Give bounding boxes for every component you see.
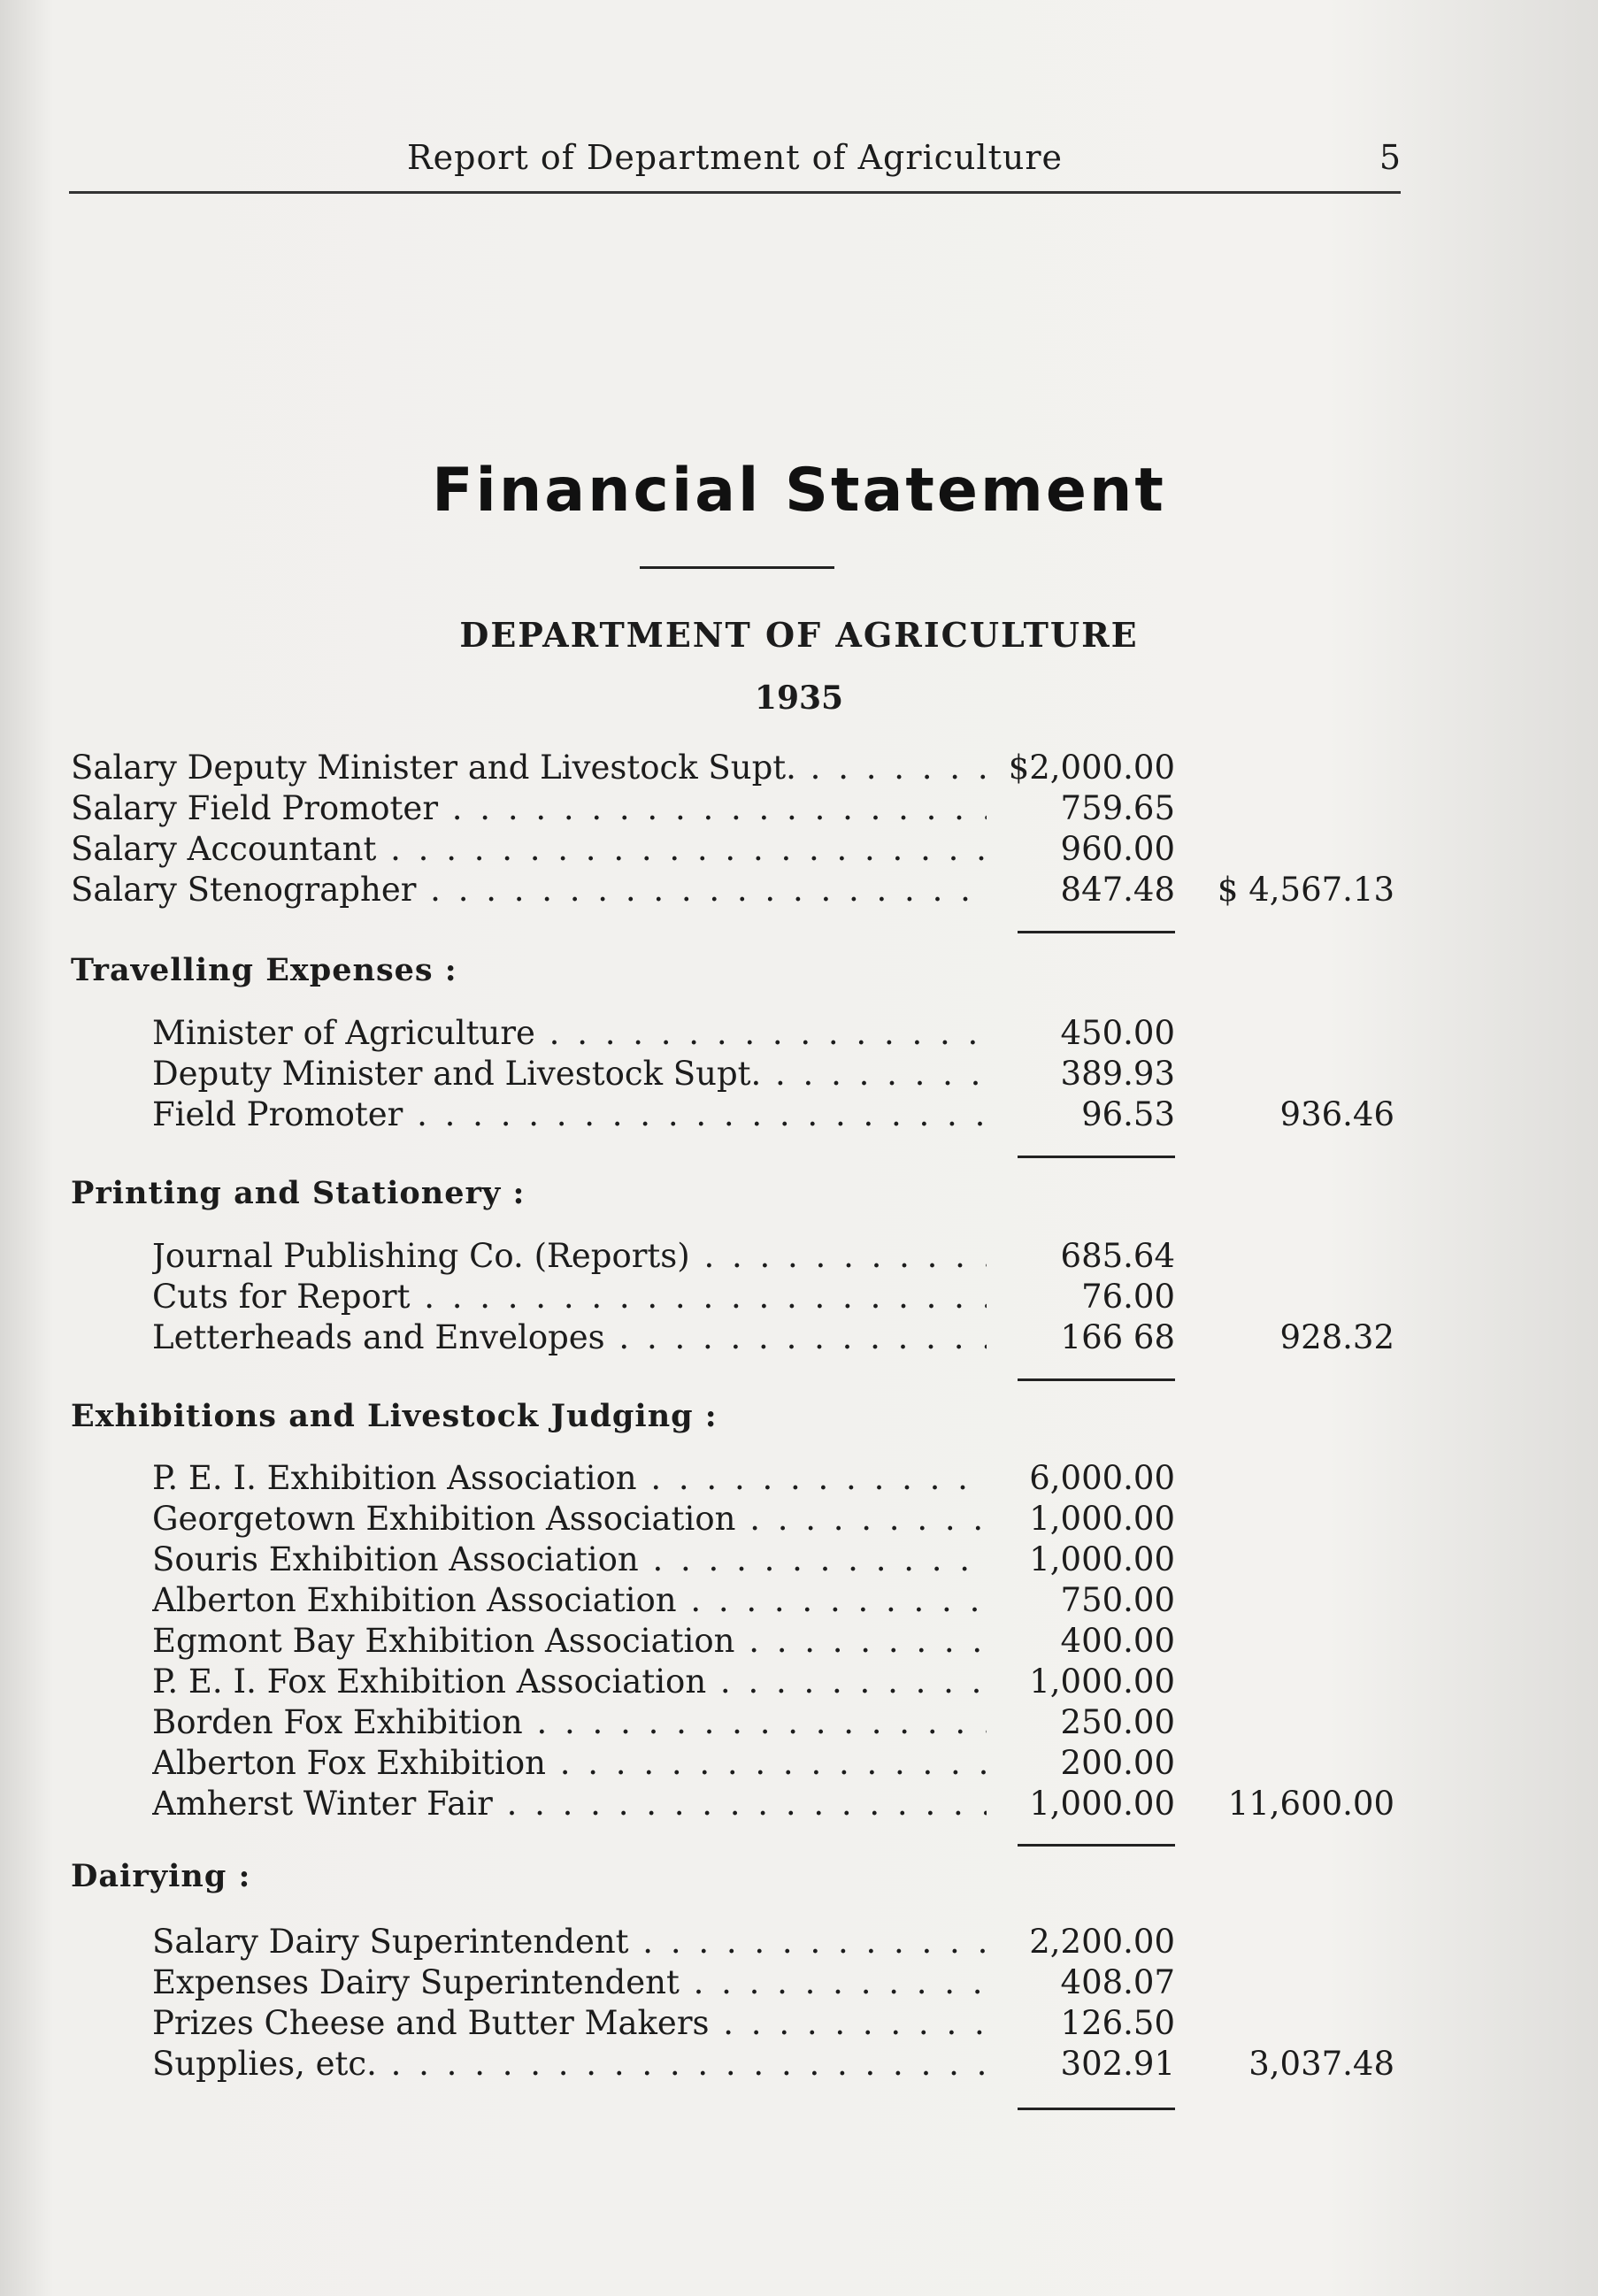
ledger-item-amount: 1,000.00 [1029, 1500, 1175, 1538]
ledger-section-total: 936.46 [1279, 1095, 1394, 1133]
department-heading: DEPARTMENT OF AGRICULTURE [459, 615, 1139, 655]
ledger-item-amount: 400.00 [1060, 1622, 1175, 1660]
ledger-item-label: Amherst Winter Fair . . . [152, 1784, 987, 1824]
ledger-row [0, 1621, 1598, 1662]
ledger-item-amount: 389.93 [1060, 1055, 1175, 1093]
ledger-item-label: P. E. I. Exhibition Association . . . [152, 1458, 987, 1499]
ledger-row [0, 1702, 1598, 1743]
ledger-item-amount: 6,000.00 [1029, 1459, 1175, 1497]
subtotal-rule [1018, 1156, 1175, 1158]
title-divider [640, 566, 834, 569]
running-title: Report of Department of Agriculture [407, 138, 1063, 177]
page-title: Financial Statement [432, 456, 1166, 526]
ledger-item-amount: 1,000.00 [1029, 1540, 1175, 1578]
ledger-row [0, 1094, 1598, 1135]
ledger-item-label: Minister of Agriculture . . . [152, 1013, 987, 1054]
ledger-section-total: $ 4,567.13 [1217, 871, 1394, 909]
ledger-item-label: Salary Deputy Minister and Livestock Supt. . . . [71, 748, 987, 788]
ledger-item-amount: 1,000.00 [1029, 1785, 1175, 1823]
ledger-item-amount: 96.53 [1081, 1095, 1175, 1133]
ledger-item-amount: 750.00 [1060, 1581, 1175, 1619]
ledger-item-label: Supplies, etc. . . . [152, 2044, 987, 2085]
ledger-item-amount: 847.48 [1060, 871, 1175, 909]
ledger-item-amount: 302.91 [1060, 2045, 1175, 2083]
ledger-section-total: 11,600.00 [1227, 1785, 1394, 1823]
running-header [69, 133, 1401, 194]
subtotal-rule [1018, 931, 1175, 933]
subtotal-rule [1018, 2108, 1175, 2110]
ledger-item-label: Alberton Fox Exhibition . . . [152, 1743, 987, 1784]
ledger-item-amount: 960.00 [1060, 830, 1175, 868]
ledger-item-amount: 450.00 [1060, 1014, 1175, 1052]
ledger-item-amount: 166 68 [1060, 1318, 1175, 1356]
section-heading: Exhibitions and Livestock Judging : [71, 1398, 718, 1434]
ledger-row [0, 829, 1598, 870]
ledger-row [0, 1236, 1598, 1277]
ledger-section-total: 928.32 [1279, 1318, 1394, 1356]
ledger-row [0, 1499, 1598, 1540]
ledger-row [0, 1743, 1598, 1784]
ledger-item-amount: 250.00 [1060, 1703, 1175, 1741]
ledger-item-amount: $2,000.00 [1008, 749, 1175, 787]
ledger-row [0, 870, 1598, 910]
subtotal-rule [1018, 1844, 1175, 1847]
ledger-item-label: Prizes Cheese and Butter Makers . . . [152, 2003, 987, 2044]
ledger-row [0, 748, 1598, 788]
ledger-item-label: P. E. I. Fox Exhibition Association . . . [152, 1662, 987, 1702]
section-heading: Dairying : [71, 1858, 251, 1894]
ledger-item-label: Georgetown Exhibition Association . . . [152, 1499, 987, 1540]
ledger-row [0, 1962, 1598, 2003]
ledger-item-label: Egmont Bay Exhibition Association . . . [152, 1621, 987, 1662]
ledger-item-label: Journal Publishing Co. (Reports) . . . [152, 1236, 987, 1277]
ledger-item-label: Cuts for Report . . . [152, 1277, 987, 1317]
ledger-item-amount: 2,200.00 [1029, 1923, 1175, 1961]
ledger-item-label: Field Promoter . . . [152, 1094, 987, 1135]
ledger-row [0, 2044, 1598, 2085]
ledger-row [0, 1662, 1598, 1702]
ledger-item-amount: 1,000.00 [1029, 1662, 1175, 1701]
section-heading: Travelling Expenses : [71, 952, 457, 988]
ledger-item-amount: 759.65 [1060, 789, 1175, 827]
ledger-row [0, 1317, 1598, 1358]
ledger-row [0, 1922, 1598, 1962]
ledger-row [0, 788, 1598, 829]
ledger-row [0, 1054, 1598, 1094]
ledger-item-label: Salary Dairy Superintendent . . . [152, 1922, 987, 1962]
ledger-item-label: Salary Accountant . . . [71, 829, 987, 870]
ledger-item-label: Alberton Exhibition Association . . . [152, 1580, 987, 1621]
ledger-row [0, 1580, 1598, 1621]
subtotal-rule [1018, 1378, 1175, 1381]
ledger-item-label: Souris Exhibition Association . . . [152, 1540, 987, 1580]
ledger-item-amount: 200.00 [1060, 1744, 1175, 1782]
ledger-row [0, 2003, 1598, 2044]
statement-year: 1935 [754, 680, 844, 717]
ledger-row [0, 1458, 1598, 1499]
ledger-row [0, 1277, 1598, 1317]
ledger-item-label: Salary Field Promoter . . . [71, 788, 987, 829]
ledger-item-label: Expenses Dairy Superintendent . . . [152, 1962, 987, 2003]
ledger-item-amount: 76.00 [1081, 1278, 1175, 1316]
ledger-row [0, 1784, 1598, 1824]
ledger-section-total: 3,037.48 [1248, 2045, 1394, 2083]
ledger-row [0, 1540, 1598, 1580]
ledger-item-label: Letterheads and Envelopes . . . [152, 1317, 987, 1358]
page-number: 5 [1379, 138, 1401, 177]
ledger-row [0, 1013, 1598, 1054]
ledger-item-label: Salary Stenographer . . . [71, 870, 987, 910]
ledger-item-label: Borden Fox Exhibition . . . [152, 1702, 987, 1743]
ledger-item-label: Deputy Minister and Livestock Supt. . . . [152, 1054, 987, 1094]
section-heading: Printing and Stationery : [71, 1175, 526, 1211]
ledger-item-amount: 685.64 [1060, 1237, 1175, 1275]
ledger-item-amount: 408.07 [1060, 1963, 1175, 2001]
ledger-item-amount: 126.50 [1060, 2004, 1175, 2042]
